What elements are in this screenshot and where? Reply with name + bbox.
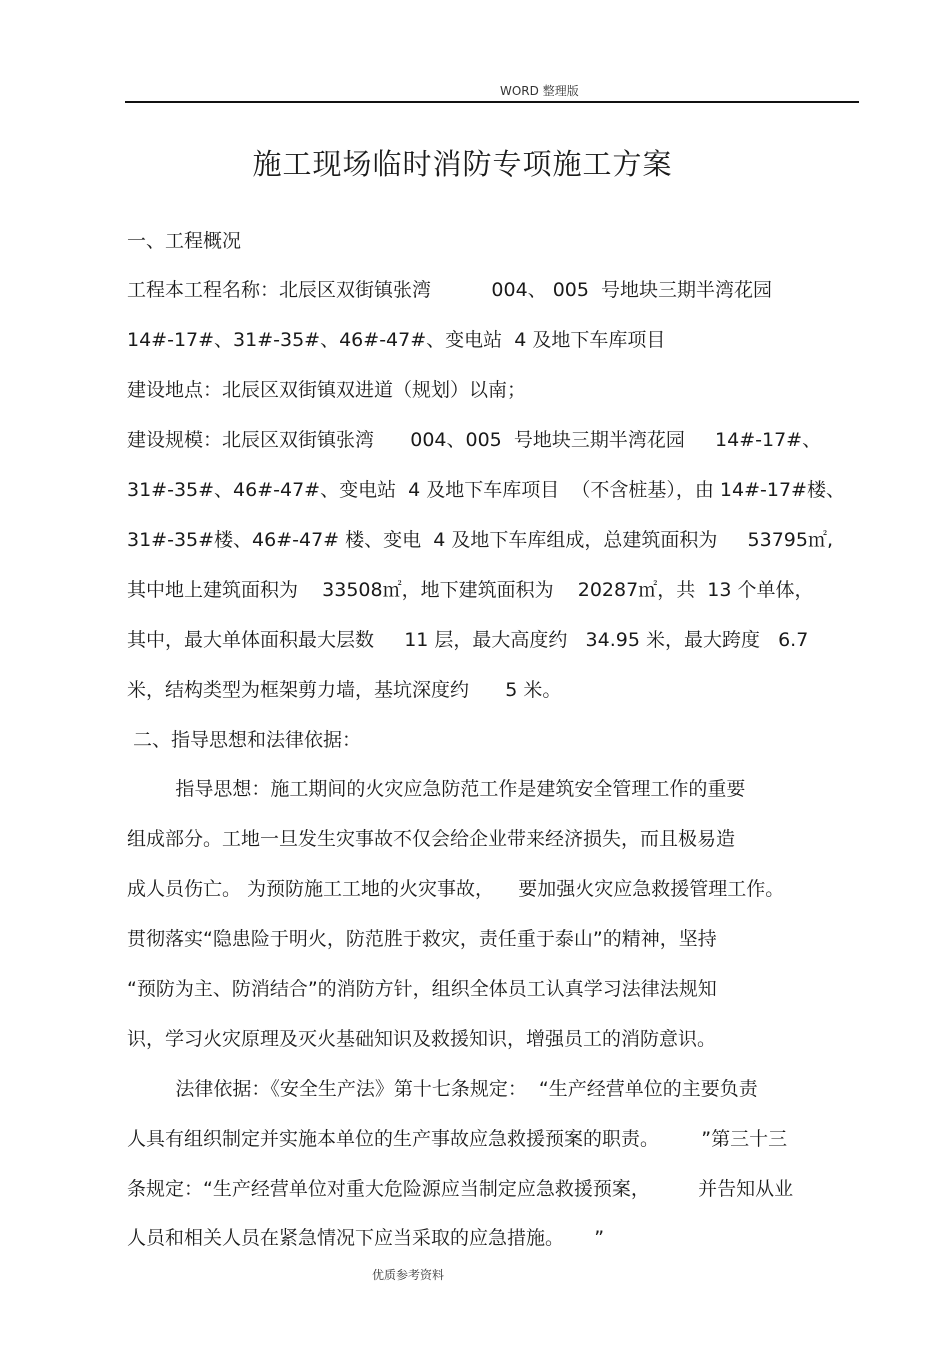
body-line: 条规定：“生产经营单位对重大危险源应当制定应急救援预案， 并告知从业 — [127, 1178, 794, 1200]
section-heading-guidance: 二、指导思想和法律依据： — [127, 729, 362, 751]
body-line: 米，结构类型为框架剪力墙，基坑深度约 5 米。 — [127, 679, 562, 701]
body-line: 指导思想：施工期间的火灾应急防范工作是建筑安全管理工作的重要 — [127, 778, 746, 800]
document-title: 施工现场临时消防专项施工方案 — [252, 147, 673, 181]
body-line: 贯彻落实“隐患险于明火，防范胜于救灾，责任重于泰山”的精神，坚持 — [127, 928, 717, 950]
body-line: 法律依据：《安全生产法》第十七条规定： “生产经营单位的主要负责 — [127, 1078, 758, 1100]
body-line: 组成部分。工地一旦发生灾事故不仅会给企业带来经济损失，而且极易造 — [127, 828, 736, 850]
body-line: 其中地上建筑面积为 33508㎡，地下建筑面积为 20287㎡，共 13 个单体， — [127, 579, 814, 601]
body-line: 建设规模：北辰区双街镇张湾 004、005 号地块三期半湾花园 14#-17#、 — [127, 429, 822, 451]
body-line: 人员和相关人员在紧急情况下应当采取的应急措施。 ” — [127, 1227, 605, 1249]
footer-label: 优质参考资料 — [372, 1268, 445, 1282]
header-label: WORD 整理版 — [500, 84, 579, 98]
body-line: 31#-35#、46#-47#、变电站 4 及地下车库项目 （不含桩基），由 14#-17#楼、 — [127, 479, 845, 501]
section-heading-overview: 一、工程概况 — [127, 230, 242, 252]
body-line: 人具有组织制定并实施本单位的生产事故应急救援预案的职责。 ”第三十三 — [127, 1128, 788, 1150]
body-line: 31#-35#楼、46#-47# 楼、变电 4 及地下车库组成，总建筑面积为 53795㎡, — [127, 529, 834, 551]
body-line: 成人员伤亡。 为预防施工工地的火灾事故， 要加强火灾应急救援管理工作。 — [127, 878, 785, 900]
body-line: “预防为主、防消结合”的消防方针，组织全体员工认真学习法律法规知 — [127, 978, 717, 1000]
header-divider — [125, 101, 859, 103]
body-line: 建设地点：北辰区双街镇双进道（规划）以南； — [127, 379, 527, 401]
body-line: 14#-17#、31#-35#、46#-47#、变电站 4 及地下车库项目 — [127, 329, 666, 351]
body-line: 工程本工程名称：北辰区双街镇张湾 004、 005 号地块三期半湾花园 — [127, 279, 773, 301]
body-line: 其中，最大单体面积最大层数 11 层，最大高度约 34.95 米，最大跨度 6.7 — [127, 629, 809, 651]
body-line: 识，学习火灾原理及灭火基础知识及救援知识，增强员工的消防意识。 — [127, 1028, 717, 1050]
